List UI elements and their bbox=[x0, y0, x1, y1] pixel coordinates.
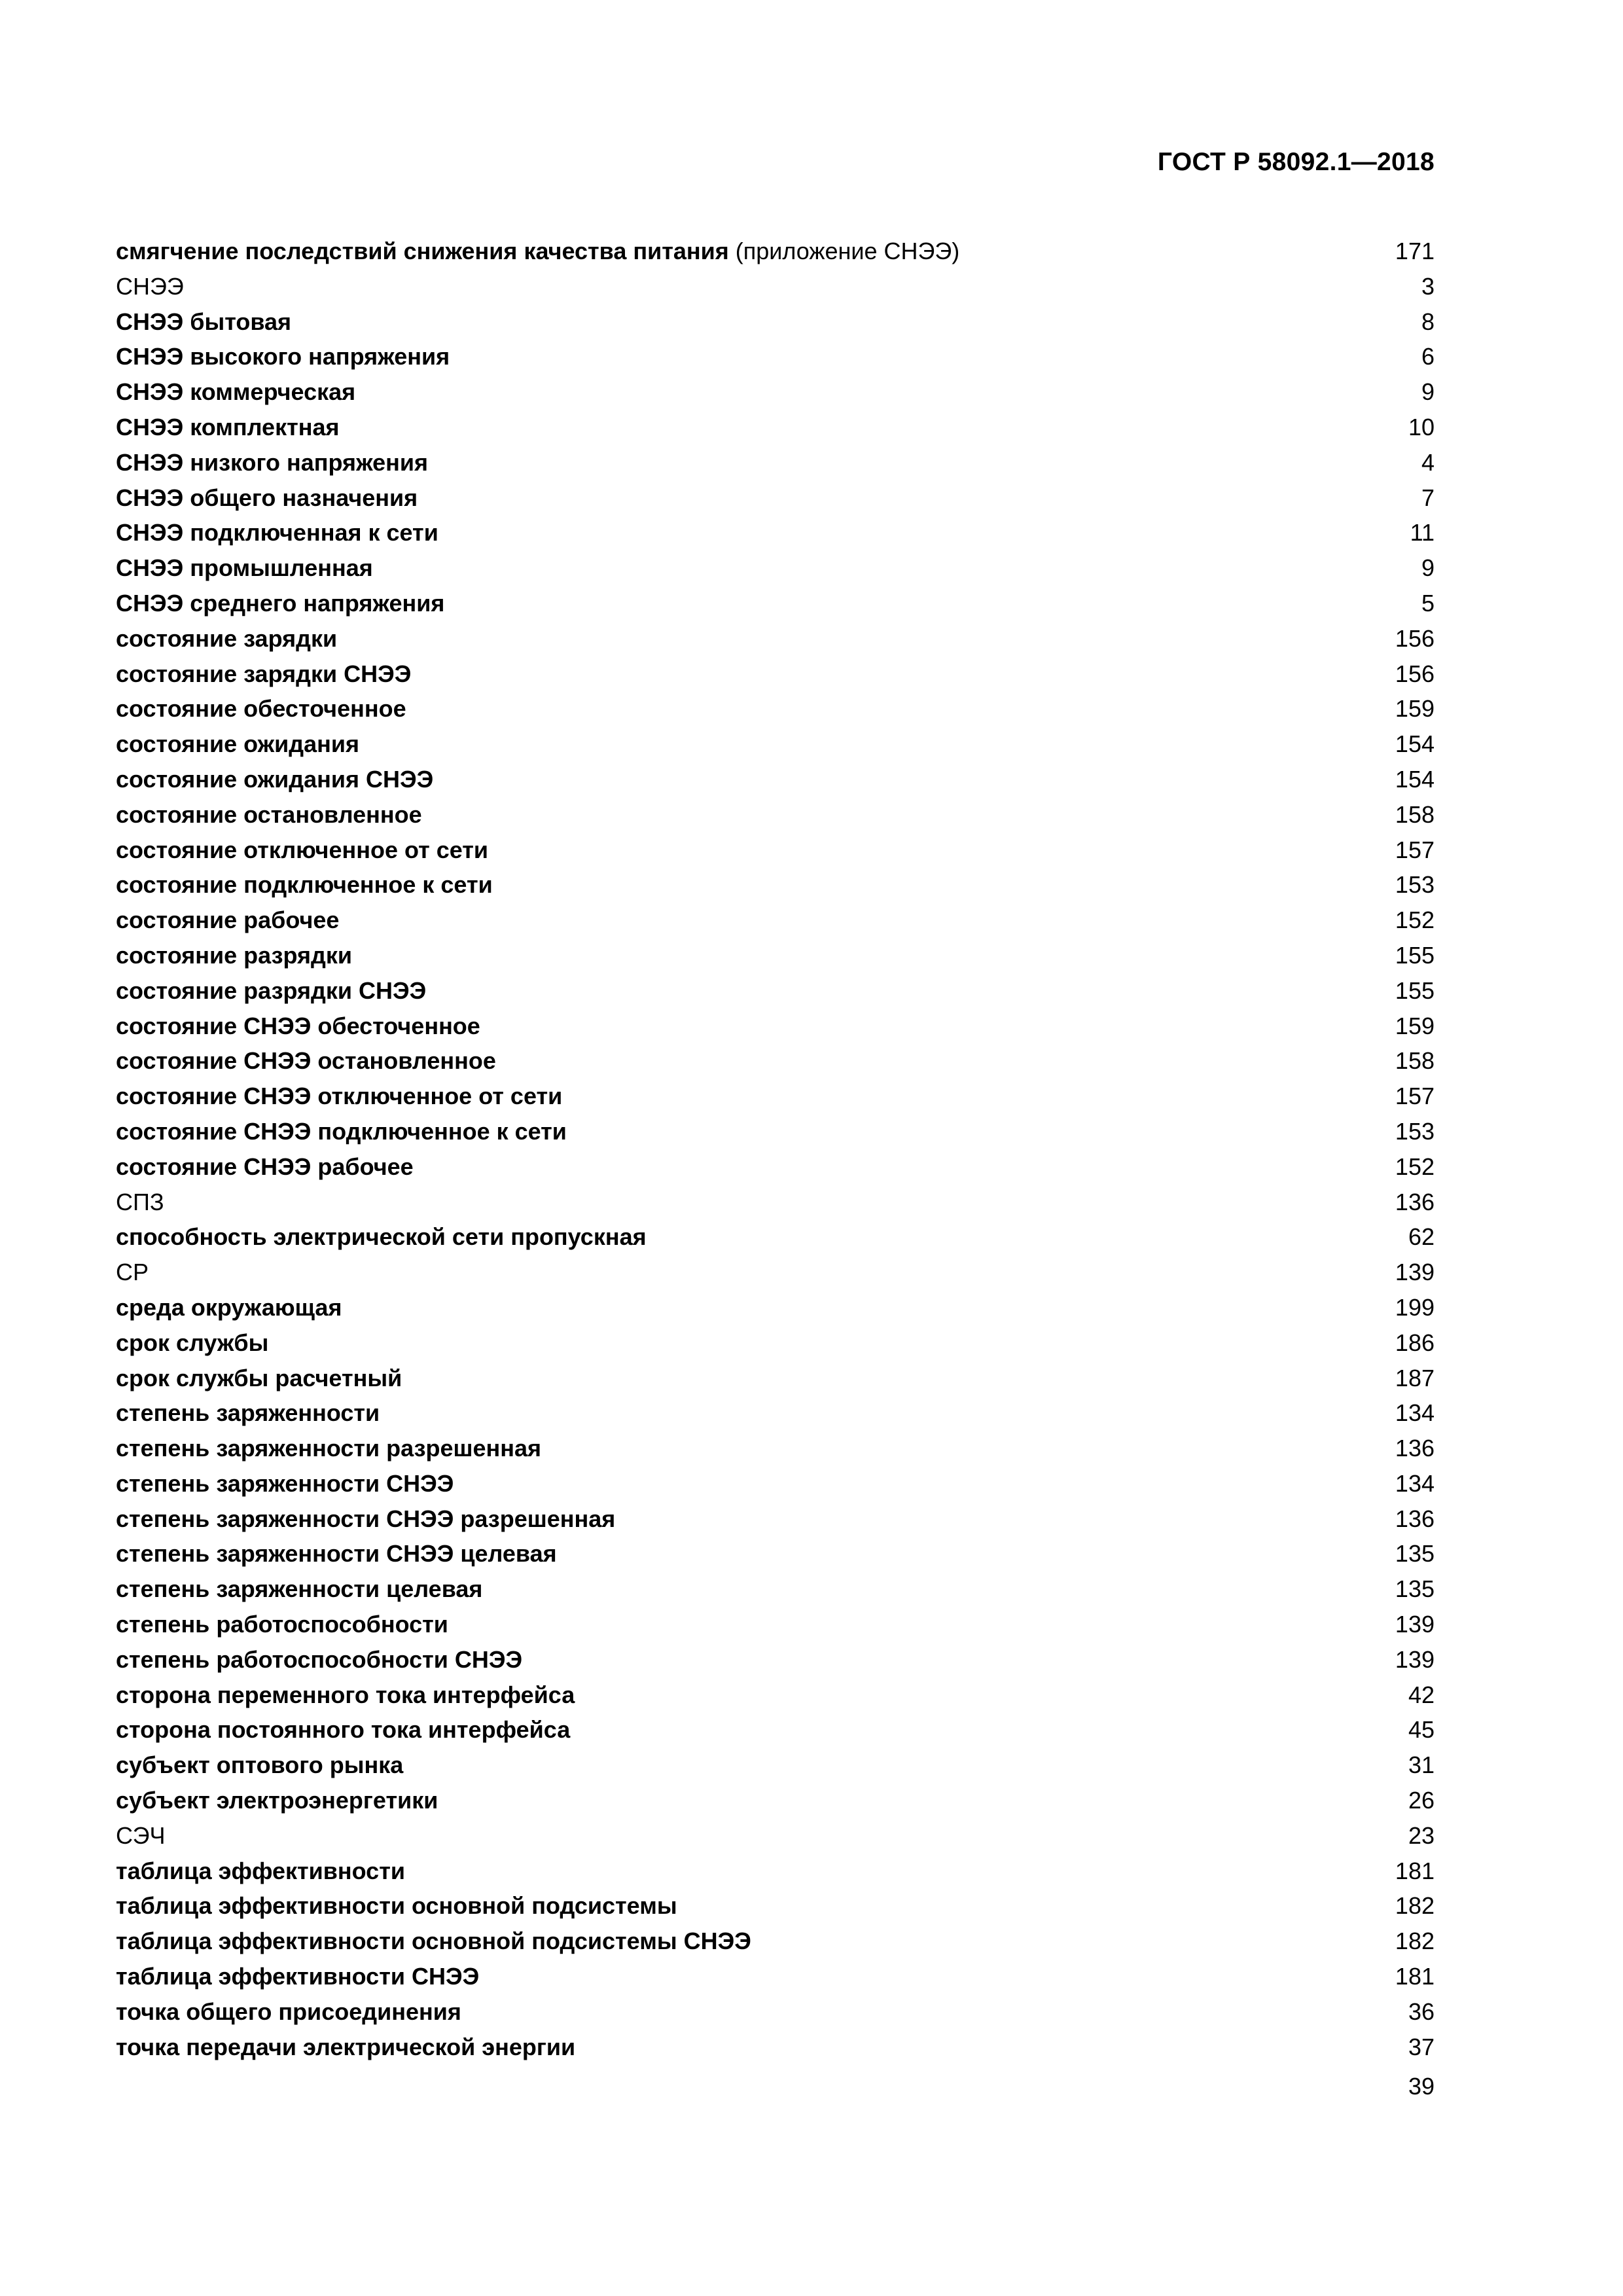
index-reference-number: 135 bbox=[1395, 1540, 1435, 1568]
index-entry bbox=[116, 410, 1435, 445]
index-entry bbox=[116, 1290, 1435, 1325]
index-reference-number: 9 bbox=[1421, 378, 1435, 406]
index-entry-text bbox=[116, 550, 373, 586]
index-reference-number: 156 bbox=[1395, 660, 1435, 687]
index-entry-text bbox=[116, 1783, 438, 1818]
index-term: состояние СНЭЭ отключенное от сети bbox=[116, 1083, 563, 1110]
index-entry bbox=[116, 1501, 1435, 1537]
index-reference-number: 157 bbox=[1395, 836, 1435, 863]
index-entry bbox=[116, 726, 1435, 762]
index-entry bbox=[116, 1888, 1435, 1924]
index-entry bbox=[116, 1536, 1435, 1571]
index-term: состояние рабочее bbox=[116, 906, 340, 934]
index-entry-text bbox=[116, 621, 337, 656]
index-entry-text bbox=[116, 1501, 615, 1537]
index-entry bbox=[116, 1325, 1435, 1361]
index-reference-number: 11 bbox=[1410, 519, 1435, 547]
index-reference-number: 136 bbox=[1395, 1435, 1435, 1462]
index-term: сторона постоянного тока интерфейса bbox=[116, 1716, 571, 1744]
index-entry bbox=[116, 269, 1435, 304]
index-entry bbox=[116, 621, 1435, 656]
index-term: сторона переменного тока интерфейса bbox=[116, 1681, 575, 1708]
index-entry-text bbox=[116, 1818, 165, 1854]
index-entry bbox=[116, 903, 1435, 938]
index-reference-number: 23 bbox=[1408, 1821, 1435, 1849]
index-entry bbox=[116, 833, 1435, 868]
index-entry bbox=[116, 656, 1435, 692]
index-entry bbox=[116, 550, 1435, 586]
index-entry-text bbox=[116, 1854, 405, 1889]
index-term: степень работоспособности bbox=[116, 1611, 448, 1638]
index-reference-number: 181 bbox=[1395, 1857, 1435, 1884]
index-entry bbox=[116, 1361, 1435, 1396]
index-entry-text bbox=[116, 2030, 575, 2065]
index-reference-number: 181 bbox=[1395, 1963, 1435, 1990]
index-reference-number: 7 bbox=[1421, 484, 1435, 511]
index-term: состояние СНЭЭ остановленное bbox=[116, 1047, 496, 1075]
index-term: состояние остановленное bbox=[116, 800, 422, 828]
index-term: срок службы расчетный bbox=[116, 1364, 402, 1391]
index-entry-text bbox=[116, 1994, 461, 2030]
index-term: среда окружающая bbox=[116, 1293, 342, 1321]
index-entry-text bbox=[116, 410, 340, 445]
index-term: смягчение последствий снижения качества питания bbox=[116, 238, 729, 264]
index-term: СПЗ bbox=[116, 1188, 164, 1215]
index-term: субъект электроэнергетики bbox=[116, 1787, 438, 1814]
index-term: точка передачи электрической энергии bbox=[116, 2033, 576, 2060]
index-entry bbox=[116, 339, 1435, 374]
index-term: состояние ожидания bbox=[116, 730, 360, 758]
index-entry bbox=[116, 1959, 1435, 1994]
index-entry bbox=[116, 1748, 1435, 1783]
index-entry-text bbox=[116, 1888, 677, 1924]
index-term: степень заряженности разрешенная bbox=[116, 1435, 542, 1462]
index-term: СНЭЭ коммерческая bbox=[116, 378, 356, 406]
index-entry-text bbox=[116, 762, 433, 797]
index-entry bbox=[116, 1431, 1435, 1466]
index-term: СНЭЭ высокого напряжения bbox=[116, 343, 450, 370]
index-reference-number: 139 bbox=[1395, 1259, 1435, 1286]
index-entry-text bbox=[116, 1712, 570, 1748]
index-entry-text bbox=[116, 726, 359, 762]
index-term: СНЭЭ общего назначения bbox=[116, 484, 418, 511]
index-term: таблица эффективности СНЭЭ bbox=[116, 1963, 480, 1990]
index-reference-number: 153 bbox=[1395, 1117, 1435, 1145]
index-entry-text bbox=[116, 1395, 380, 1431]
index-entry-text bbox=[116, 1290, 342, 1325]
index-entry-text bbox=[116, 656, 411, 692]
index-reference-number: 36 bbox=[1408, 1998, 1435, 2025]
index-entry-text bbox=[116, 1431, 541, 1466]
index-term: степень заряженности СНЭЭ разрешенная bbox=[116, 1505, 616, 1532]
index-term: таблица эффективности основной подсистемы bbox=[116, 1892, 677, 1920]
page-number: 39 bbox=[1408, 2073, 1435, 2100]
index-term: состояние отключенное от сети bbox=[116, 836, 489, 863]
index-reference-number: 45 bbox=[1408, 1716, 1435, 1744]
index-term: субъект оптового рынка bbox=[116, 1751, 404, 1779]
index-term: степень заряженности СНЭЭ целевая bbox=[116, 1540, 557, 1568]
index-entry-text bbox=[116, 903, 339, 938]
index-term: состояние СНЭЭ рабочее bbox=[116, 1153, 414, 1180]
index-term: степень заряженности СНЭЭ bbox=[116, 1469, 454, 1497]
index-reference-number: 5 bbox=[1421, 589, 1435, 617]
index-entry bbox=[116, 1607, 1435, 1642]
index-reference-number: 182 bbox=[1395, 1892, 1435, 1920]
index-reference-number: 157 bbox=[1395, 1083, 1435, 1110]
index-entry-text bbox=[116, 269, 184, 304]
index-entry-text bbox=[116, 1079, 562, 1114]
index-term: таблица эффективности bbox=[116, 1857, 405, 1884]
index-term-note: (приложение СНЭЭ) bbox=[728, 238, 960, 264]
index-entry-text bbox=[116, 1536, 557, 1571]
index-reference-number: 37 bbox=[1408, 2033, 1435, 2060]
index-entry bbox=[116, 1994, 1435, 2030]
index-term: степень заряженности целевая bbox=[116, 1575, 483, 1603]
index-term: степень заряженности bbox=[116, 1399, 380, 1427]
index-entry bbox=[116, 1185, 1435, 1220]
index-entry bbox=[116, 1219, 1435, 1255]
index-reference-number: 171 bbox=[1395, 238, 1435, 264]
index-reference-number: 159 bbox=[1395, 695, 1435, 723]
index-entry bbox=[116, 1677, 1435, 1713]
index-reference-number: 6 bbox=[1421, 343, 1435, 370]
index-term: СНЭЭ промышленная bbox=[116, 554, 373, 582]
index-term: состояние разрядки bbox=[116, 941, 353, 969]
index-entry-text bbox=[116, 797, 422, 833]
index-term: состояние зарядки СНЭЭ bbox=[116, 660, 412, 687]
index-reference-number: 139 bbox=[1395, 1611, 1435, 1638]
index-entry-text bbox=[116, 1361, 402, 1396]
index-entry-text bbox=[116, 515, 438, 550]
index-term: СР bbox=[116, 1259, 149, 1286]
index-entry bbox=[116, 762, 1435, 797]
index-entry-text bbox=[116, 973, 426, 1009]
index-reference-number: 3 bbox=[1421, 272, 1435, 300]
index-entry bbox=[116, 1818, 1435, 1854]
index-reference-number: 153 bbox=[1395, 871, 1435, 899]
index-entry bbox=[116, 374, 1435, 410]
index-term: таблица эффективности основной подсистемы СНЭЭ bbox=[116, 1928, 751, 1955]
index-entry-text bbox=[116, 691, 406, 726]
index-entry-text bbox=[116, 833, 488, 868]
index-entry bbox=[116, 586, 1435, 621]
index-entry bbox=[116, 1571, 1435, 1607]
index-entry-text bbox=[116, 1571, 482, 1607]
index-entry-text bbox=[116, 1466, 454, 1501]
index-entry bbox=[116, 1642, 1435, 1677]
index-entry-text bbox=[116, 1642, 522, 1677]
index-term: степень работоспособности СНЭЭ bbox=[116, 1645, 523, 1673]
index-entry bbox=[116, 1783, 1435, 1818]
index-reference-number: 158 bbox=[1395, 800, 1435, 828]
index-reference-number: 134 bbox=[1395, 1399, 1435, 1427]
index-term: состояние разрядки СНЭЭ bbox=[116, 977, 427, 1004]
index-term: СЭЧ bbox=[116, 1821, 166, 1849]
index-term: СНЭЭ комплектная bbox=[116, 413, 340, 440]
index-entry-text bbox=[116, 1255, 149, 1290]
index-entry bbox=[116, 1114, 1435, 1149]
index-entry bbox=[116, 234, 1435, 269]
index-reference-number: 139 bbox=[1395, 1645, 1435, 1673]
index-reference-number: 186 bbox=[1395, 1329, 1435, 1356]
index-entry bbox=[116, 1009, 1435, 1044]
index-term: СНЭЭ низкого напряжения bbox=[116, 448, 429, 476]
index-entry-text bbox=[116, 1114, 567, 1149]
index-reference-number: 187 bbox=[1395, 1364, 1435, 1391]
index-entry bbox=[116, 1466, 1435, 1501]
index-entry bbox=[116, 938, 1435, 973]
index-reference-number: 8 bbox=[1421, 308, 1435, 335]
index-entry-text bbox=[116, 1924, 751, 1959]
index-entry bbox=[116, 2030, 1435, 2065]
index-term: состояние СНЭЭ обесточенное bbox=[116, 1012, 480, 1039]
index-term: точка общего присоединения bbox=[116, 1998, 461, 2025]
index-reference-number: 135 bbox=[1395, 1575, 1435, 1603]
index-entry-text bbox=[116, 339, 450, 374]
index-entry-text bbox=[116, 480, 418, 516]
index-reference-number: 155 bbox=[1395, 977, 1435, 1004]
index-term: способность электрической сети пропускная bbox=[116, 1223, 647, 1251]
index-entry bbox=[116, 1079, 1435, 1114]
index-entry-text bbox=[116, 1185, 164, 1220]
index-entry-text bbox=[116, 234, 959, 269]
index-term: СНЭЭ bbox=[116, 272, 184, 300]
index-reference-number: 152 bbox=[1395, 906, 1435, 934]
index-entry-text bbox=[116, 1325, 268, 1361]
index-term: состояние СНЭЭ подключенное к сети bbox=[116, 1117, 567, 1145]
index-entry bbox=[116, 445, 1435, 480]
index-entry-text bbox=[116, 304, 291, 340]
index-reference-number: 42 bbox=[1408, 1681, 1435, 1708]
index-entry bbox=[116, 797, 1435, 833]
index-entry-text bbox=[116, 1043, 496, 1079]
alphabetical-index bbox=[116, 234, 1435, 2064]
index-reference-number: 159 bbox=[1395, 1012, 1435, 1039]
index-entry-text bbox=[116, 586, 444, 621]
index-entry bbox=[116, 1043, 1435, 1079]
index-reference-number: 182 bbox=[1395, 1928, 1435, 1955]
index-reference-number: 136 bbox=[1395, 1188, 1435, 1215]
index-entry bbox=[116, 515, 1435, 550]
index-term: СНЭЭ среднего напряжения bbox=[116, 589, 445, 617]
index-term: состояние подключенное к сети bbox=[116, 871, 493, 899]
index-reference-number: 154 bbox=[1395, 765, 1435, 793]
index-entry bbox=[116, 867, 1435, 903]
index-reference-number: 10 bbox=[1408, 413, 1435, 440]
index-entry-text bbox=[116, 938, 352, 973]
index-entry-text bbox=[116, 1748, 403, 1783]
index-reference-number: 134 bbox=[1395, 1469, 1435, 1497]
index-entry bbox=[116, 480, 1435, 516]
index-reference-number: 155 bbox=[1395, 941, 1435, 969]
index-entry bbox=[116, 1395, 1435, 1431]
index-term: состояние зарядки bbox=[116, 624, 338, 652]
index-reference-number: 199 bbox=[1395, 1293, 1435, 1321]
index-term: срок службы bbox=[116, 1329, 269, 1356]
index-reference-number: 62 bbox=[1408, 1223, 1435, 1251]
index-entry-text bbox=[116, 1009, 480, 1044]
index-entry-text bbox=[116, 867, 493, 903]
index-entry-text bbox=[116, 1219, 647, 1255]
index-reference-number: 26 bbox=[1408, 1787, 1435, 1814]
index-entry-text bbox=[116, 445, 428, 480]
index-entry-text bbox=[116, 1607, 448, 1642]
index-reference-number: 4 bbox=[1421, 448, 1435, 476]
index-entry-text bbox=[116, 1149, 414, 1185]
index-reference-number: 158 bbox=[1395, 1047, 1435, 1075]
index-entry bbox=[116, 304, 1435, 340]
index-reference-number: 156 bbox=[1395, 624, 1435, 652]
index-term: СНЭЭ подключенная к сети bbox=[116, 519, 438, 547]
index-entry bbox=[116, 973, 1435, 1009]
index-reference-number: 31 bbox=[1408, 1751, 1435, 1779]
index-reference-number: 154 bbox=[1395, 730, 1435, 758]
index-entry bbox=[116, 1255, 1435, 1290]
index-term: состояние обесточенное bbox=[116, 695, 406, 723]
index-entry bbox=[116, 1149, 1435, 1185]
index-entry-text bbox=[116, 1959, 479, 1994]
index-reference-number: 136 bbox=[1395, 1505, 1435, 1532]
standard-designation: ГОСТ Р 58092.1—2018 bbox=[1157, 148, 1435, 176]
index-reference-number: 9 bbox=[1421, 554, 1435, 582]
index-entry bbox=[116, 1854, 1435, 1889]
index-entry bbox=[116, 691, 1435, 726]
index-reference-number: 152 bbox=[1395, 1153, 1435, 1180]
index-entry bbox=[116, 1924, 1435, 1959]
index-entry bbox=[116, 1712, 1435, 1748]
index-term: СНЭЭ бытовая bbox=[116, 308, 292, 335]
index-term: состояние ожидания СНЭЭ bbox=[116, 765, 434, 793]
index-entry-text bbox=[116, 374, 355, 410]
index-entry-text bbox=[116, 1677, 575, 1713]
